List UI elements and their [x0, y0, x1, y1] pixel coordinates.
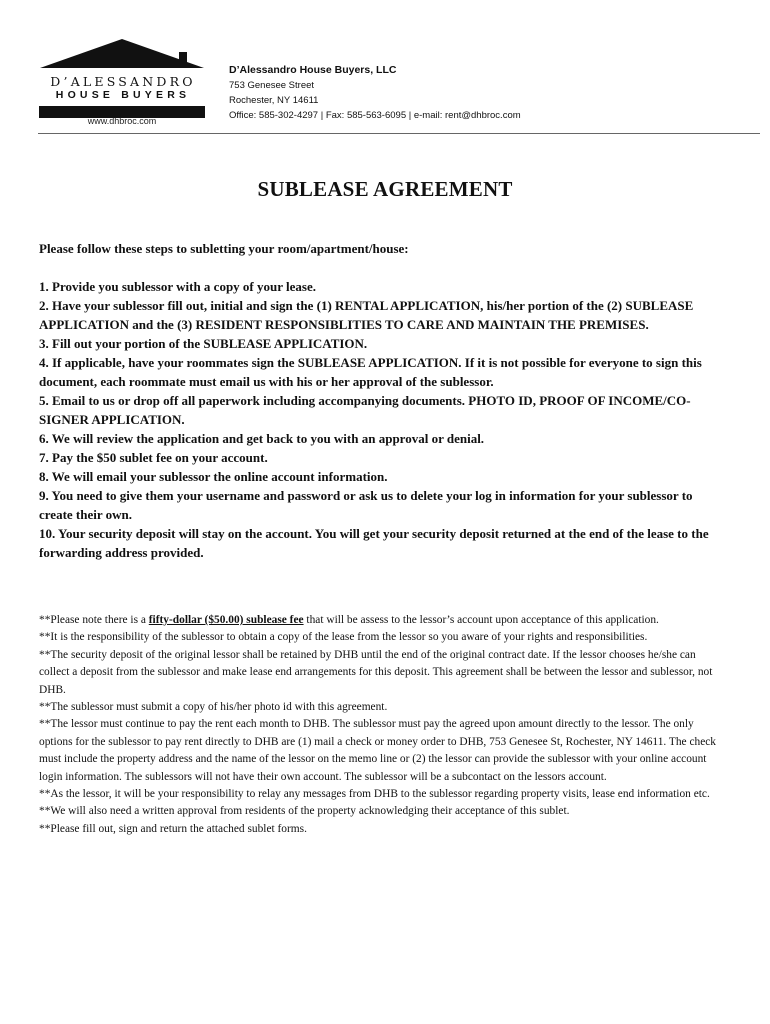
note-item: **We will also need a written approval from residents of the property acknowledging their acceptance of this sublet.: [39, 805, 570, 818]
fee-note: [39, 612, 727, 629]
step-item: 1. Provide you sublessor with a copy of your lease.: [39, 279, 316, 294]
company-contact: Office: 585-302-4297 | Fax: 585-563-6095 | e-mail: rent@dhbroc.com: [229, 110, 521, 121]
note-item: **As the lessor, it will be your responsibility to relay any messages from DHB to the sublessor regarding property visits, lease end information etc.: [39, 788, 710, 801]
fee-amount: fifty-dollar ($50.00) sublease fee: [148, 614, 304, 626]
fee-note-suffix: that will be assess to the lessor’s account upon acceptance of this application.: [303, 614, 659, 626]
company-street: 753 Genesee Street: [229, 80, 315, 91]
company-name: D’Alessandro House Buyers, LLC: [229, 64, 397, 76]
note-item: **The security deposit of the original lessor shall be retained by DHB until the end of the original contract date. If the lessor chooses he/she can collect a deposit from the sublessor and make lease end arrangements for this deposit. This agreement shall be between the lessor and sublessor, not DHB.: [39, 648, 713, 696]
company-city: Rochester, NY 14611: [229, 95, 319, 106]
notes-section: [39, 612, 727, 838]
step-item: 3. Fill out your portion of the SUBLEASE APPLICATION.: [39, 336, 368, 351]
note-item: **Please fill out, sign and return the attached sublet forms.: [39, 822, 307, 835]
step-item: 8. We will email your sublessor the online account information.: [39, 469, 388, 484]
step-item: 4. If applicable, have your roommates sign the SUBLEASE APPLICATION. If it is not possible for everyone to sign this document, each roommate must email us with his or her approval of the sublessor.: [39, 355, 702, 389]
note-item: **It is the responsibility of the sublessor to obtain a copy of the lease from the lessor so you aware of your rights and responsibilities.: [39, 631, 648, 644]
logo-name: D’ALESSANDRO: [50, 74, 196, 89]
steps-section: [39, 239, 729, 562]
note-item: **The lessor must continue to pay the rent each month to DHB. The sublessor must pay the agreed upon amount directly to the lessor. The only options for the sublessor to pay rent directly to DHB are (1) mail a check or money order to DHB, 753 Genesee St, Rochester, NY 14611. The check must include the property address and the name of the lessor on the memo line or (2) the lessor can provide the sublessor with your online account login information. The sublessors will not have their own account. The sublessor will be a subcontact on the lessors account.: [39, 718, 717, 783]
step-item: 6. We will review the application and get back to you with an approval or denial.: [39, 431, 485, 446]
steps-intro: Please follow these steps to subletting your room/apartment/house:: [39, 241, 409, 256]
step-item: 9. You need to give them your username and password or ask us to delete your log in information for your sublessor to create their own.: [39, 488, 693, 522]
logo-subtitle: HOUSE BUYERS: [55, 89, 191, 101]
website-link[interactable]: www.dhbroc.com: [87, 116, 157, 126]
company-address-block: [229, 63, 521, 123]
step-item: 10. Your security deposit will stay on the account. You will get your security deposit returned at the end of the lease to the forwarding address provided.: [39, 526, 709, 560]
fee-note-prefix: **Please note there is a: [39, 614, 149, 626]
company-logo: [36, 36, 208, 128]
header-divider: [38, 133, 760, 134]
step-item: 2. Have your sublessor fill out, initial and sign the (1) RENTAL APPLICATION, his/her portion of the (2) SUBLEASE APPLICATION and the (3) RESIDENT RESPONSIBLITIES TO CARE AND MAINTAIN THE PREMISES.: [39, 298, 694, 332]
note-item: **The sublessor must submit a copy of his/her photo id with this agreement.: [39, 701, 388, 714]
step-item: 7. Pay the $50 sublet fee on your account.: [39, 450, 268, 465]
document-title: SUBLEASE AGREEMENT: [257, 177, 513, 201]
step-item: 5. Email to us or drop off all paperwork including accompanying documents. PHOTO ID, PROOF OF INCOME/CO-SIGNER APPLICATION.: [39, 393, 691, 427]
